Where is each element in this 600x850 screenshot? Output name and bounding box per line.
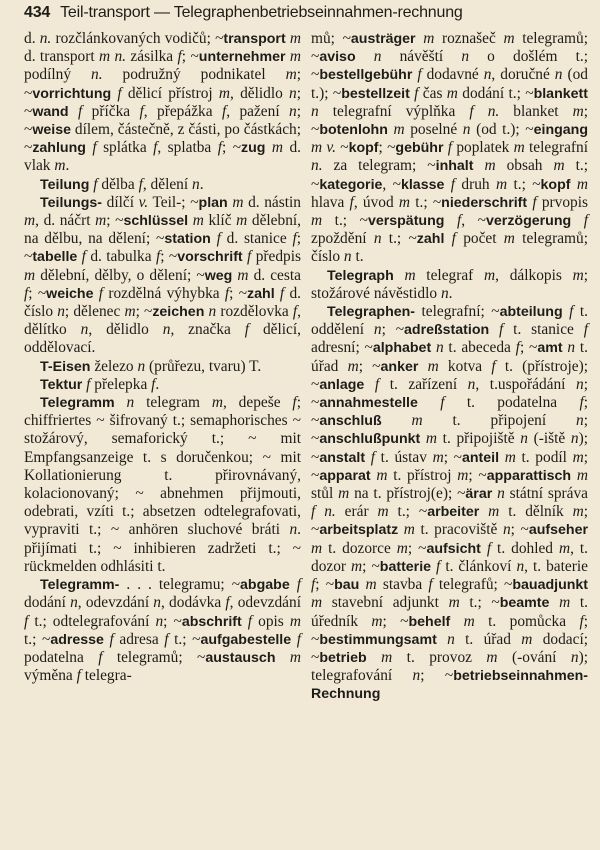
dictionary-entry: Telegraph m telegraf m, dálkopis m; stožárové návěstidlo n. (311, 266, 588, 302)
page-number: 434 (24, 4, 51, 21)
dictionary-entry: Teilung f dělba f, dělení n. (40, 175, 204, 193)
running-title: Teil-transport — Telegraphenbetriebseinnahmen-rechnung (60, 4, 463, 21)
dictionary-entry: mů; ~austräger m roznašeč m telegramů; ~aviso n návěští n o došlém t.; ~bestellgebühr f dodavné n, doručné n (od t.); ~bestellzeit f čas m dodání t.; ~blankett n telegrafní výplňka f n. blanket m; ~botenlohn m poselné n (od t.); ~eingang m v. ~kopf; ~gebühr f poplatek m telegrafní n. za telegram; ~inhalt m obsah m t.; ~kategorie, ~klasse f druh m t.; ~kopf m hlava f, úvod m t.; ~niederschrift f prvopis m t.; ~verspätung f, ~verzögerung f zpoždění n t.; ~zahl f počet m telegramů; číslo n t. (311, 30, 589, 266)
dictionary-entry: Teilungs- dílčí v. Teil-; ~plan m d. nástin m, d. náčrt m; ~schlüssel m klíč m dělební, na dělbu, na dělení; ~station f d. stanice f; ~tabelle f d. tabulka f; ~vorschrift f předpis m dělební, dělby, o dělení; ~weg m d. cesta f; ~weiche f rozdělná výhybka f; ~zahl f d. číslo n; dělenec m; ~zeichen n rozdělovka f, dělítko n, dělidlo n, značka f dělicí, oddělovací. (24, 193, 302, 357)
text-columns (24, 30, 588, 704)
left-column (24, 30, 301, 704)
dictionary-entry: Telegraphen- telegrafní; ~abteilung f t. oddělení n; ~adreßstation f t. stanice f adresní; ~alphabet n t. abeceda f; ~amt n t. úřad m; ~anker m kotva f t. (přístroje); ~anlage f t. zařízení n, t.uspořádání n; ~annahmestelle f t. podatelna f; ~anschluß m t. připojení n; ~anschlußpunkt m t. připojiště n (-iště n); ~anstalt f t. ústav m; ~anteil m t. podíl m; ~apparat m t. přístroj m; ~apparattisch m stůl m na t. přístroj(e); ~ärar n státní správa f n. erár m t.; ~arbeiter m t. dělník m; ~arbeitsplatz m t. pracoviště n; ~aufseher m t. dozorce m; ~aufsicht f t. dohled m, t. dozor m; ~batterie f t. článkoví n, t. baterie f; ~bau m stavba f telegrafů; ~bauadjunkt m stavební adjunkt m t.; ~beamte m t. úředník m; ~behelf m t. pomůcka f; ~bestimmungsamt n t. úřad m dodací; ~betrieb m t. provoz m (-ování n); telegrafování n; ~betriebseinnahmen-Rechnung (311, 303, 589, 703)
dictionary-entry: Telegramm n telegram m, depeše f; chiffriertes ~ šifrovaný t.; semaphorisches ~ stožárový, semaforický t.; ~ mit Empfangsanzeige t. s doručenkou; ~ mit Kollationierung t. přirovnávaný, kolacionovaný; ~ abnehmen přijmouti, odebrati, vzíti t.; absetzen odtelegrafovati, vypraviti t.; ~ anhören sluchové bráti n. přijímati t.; ~ inhibieren zadržeti t.; ~ rückmelden odhlásiti t. (24, 394, 301, 575)
dictionary-entry: Telegramm- . . . telegramu; ~abgabe f dodání n, odevzdání n, dodávka f, odevzdání f t.; odtelegrafování n; ~abschrift f opis m t.; ~adresse f adresa f t.; ~aufgabestelle f podatelna f telegramů; ~austausch m výměna f telegra- (24, 576, 301, 685)
dictionary-entry: T-Eisen železo n (průřezu, tvaru) T. (40, 357, 262, 375)
dictionary-entry: Tektur f přelepka f. (40, 375, 160, 393)
page-header (24, 4, 588, 30)
right-column (311, 30, 588, 704)
dictionary-entry: d. n. rozčlánkovaných vodičů; ~transport m d. transport m n. zásilka f; ~unternehmer m podílný n. podružný podnikatel m; ~vorrichtung f dělicí přístroj m, dělidlo n; ~wand f příčka f, přepážka f, pažení n; ~weise dílem, částečně, z části, po částkách; ~zahlung f splátka f, splatba f; ~zug m d. vlak m. (24, 30, 302, 175)
